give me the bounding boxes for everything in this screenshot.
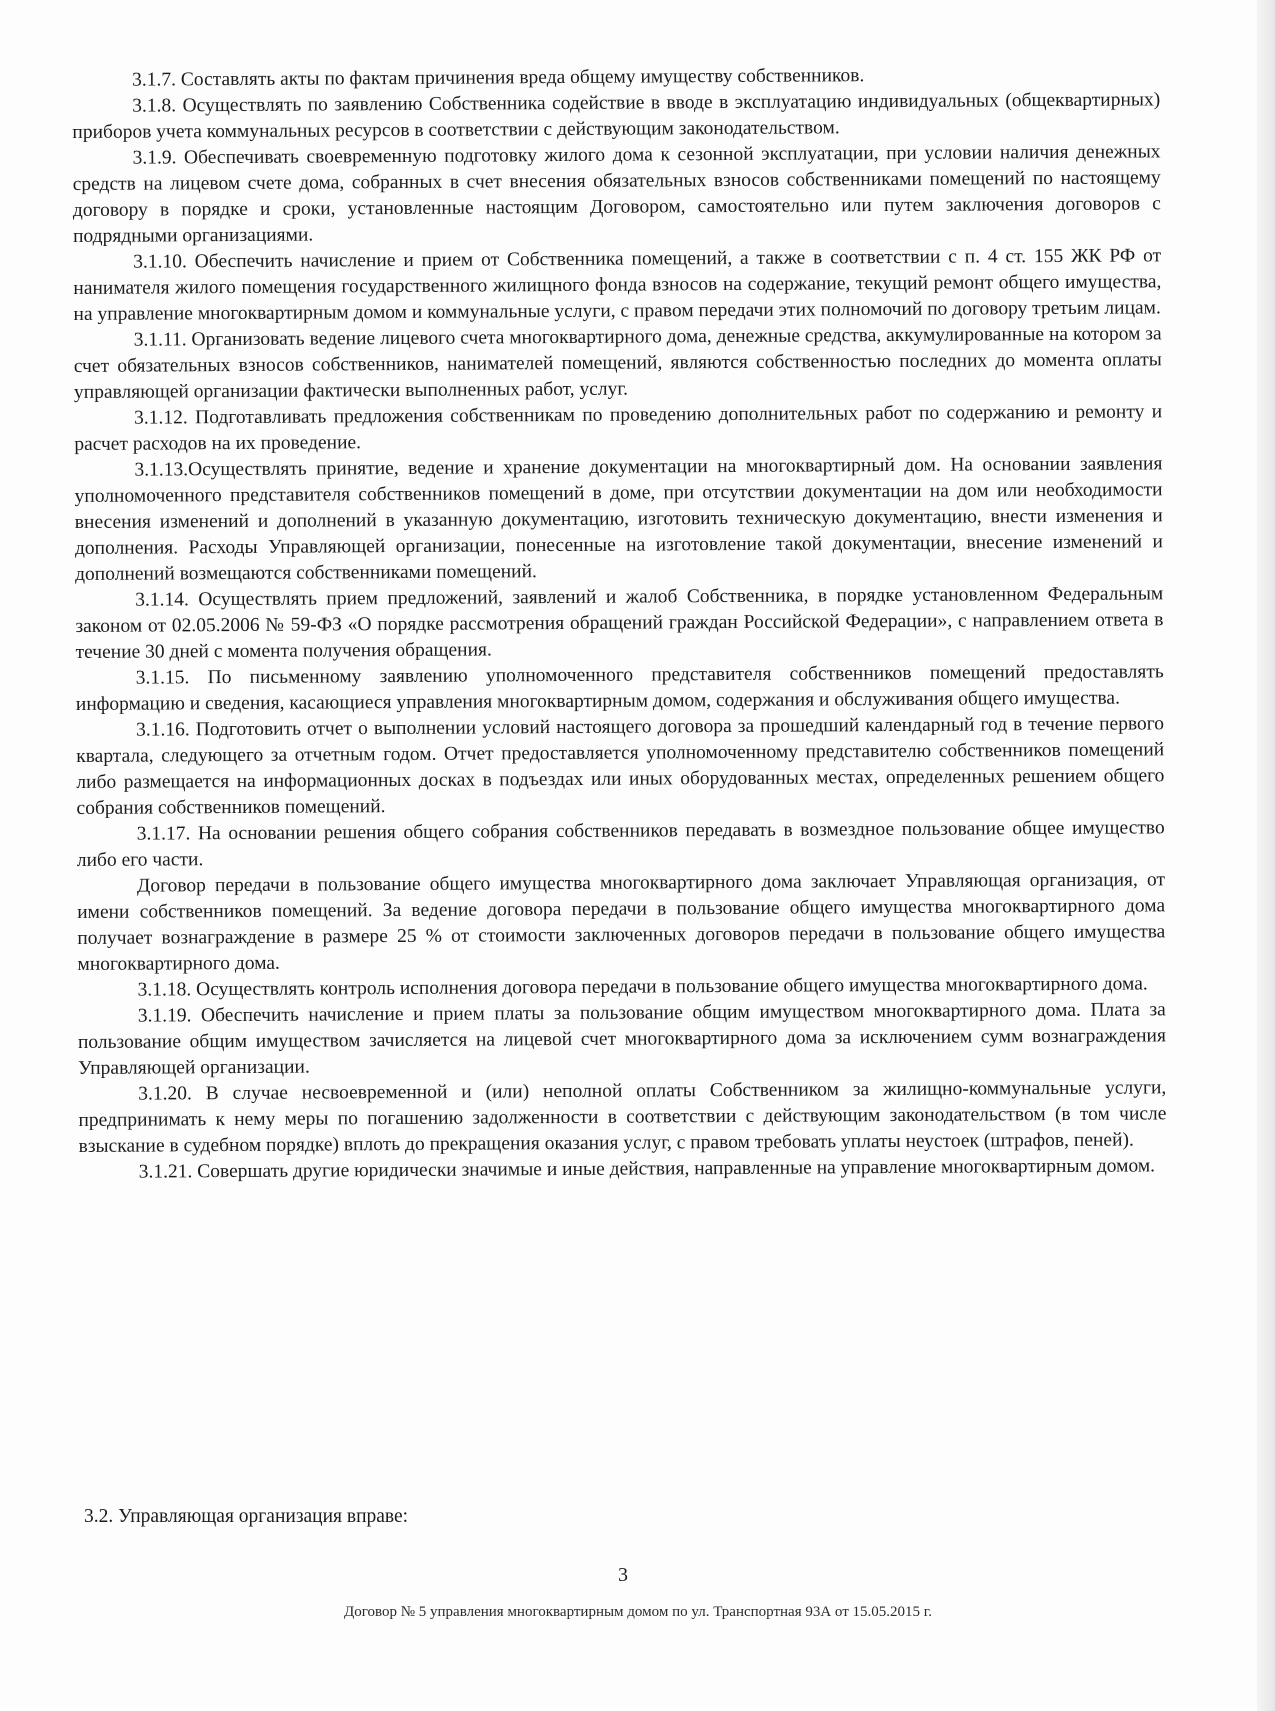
paragraph-3-1-14: 3.1.14. Осуществлять прием предложений, заявлений и жалоб Собственника, в порядке установленном Федеральным законом от 02.05.2006 № 59-ФЗ «О порядке рассмотрения обращений граждан Российской Федерации», с направлением ответа в течение 30 дней с момента получения обращения.	[75, 583, 1164, 663]
paragraph-3-1-21: 3.1.21. Совершать другие юридически значимые и иные действия, направленные на управление многоквартирным домом.	[138, 1155, 1156, 1183]
paragraph-3-1-13: 3.1.13.Осуществлять принятие, ведение и хранение документации на многоквартирный дом. На основании заявления уполномоченного представителя собственников помещений в доме, при отсутствии документации на дом или необходимости внесения изменений и дополнений в указанную документацию, изготовить техническую документацию, внести изменения и дополнения. Расходы Управляющей организации, понесенные на изготовление такой документации, внесение изменений и дополнений возмещаются собственниками помещений.	[74, 453, 1163, 585]
paragraph-3-1-9: 3.1.9. Обеспечивать своевременную подготовку жилого дома к сезонной эксплуатации, при условии наличия денежных средств на лицевом счете дома, собранных в счет внесения обязательных взносов собственниками помещений по настоящему договору в порядке и сроки, установленные настоящим Договором, самостоятельно или путем заключения договоров с подрядными организациями.	[72, 141, 1161, 247]
paragraph-3-1-17: 3.1.17. На основании решения общего собрания собственников передавать в возмездное пользование общее имущество либо его части.	[76, 817, 1165, 871]
paragraph-3-1-19: 3.1.19. Обеспечить начисление и прием платы за пользование общим имуществом многоквартирного дома. Плата за пользование общим имуществом зачисляется на лицевой счет многоквартирного дома за исключением сумм вознаграждения Управляющей организации.	[77, 999, 1166, 1079]
paragraph-3-1-16: 3.1.16. Подготовить отчет о выполнении условий настоящего договора за прошедший календарный год в течение первого квартала, следующего за отчетным годом. Отчет предоставляется уполномоченному представителю собственников помещений либо размещается на информационных досках в подъездах или иных оборудованных местах, определенных решением общего собрания собственников помещений.	[76, 713, 1165, 819]
paragraph-3-1-8: 3.1.8. Осуществлять по заявлению Собственника содействие в вводе в эксплуатацию индивидуальных (общеквартирных) приборов учета коммунальных ресурсов в соответствии с действующим законодательством.	[72, 89, 1161, 143]
paragraph-3-1-12: 3.1.12. Подготавливать предложения собственникам по проведению дополнительных работ по содержанию и ремонту и расчет расходов на их проведение.	[74, 401, 1163, 455]
paragraph-3-1-10: 3.1.10. Обеспечить начисление и прием от Собственника помещений, а также в соответствии с п. 4 ст. 155 ЖК РФ от нанимателя жилого помещения государственного жилищного фонда взносов на содержание, текущий ремонт общего имущества, на управление многоквартирным домом и коммунальные услуги, с правом передачи этих полномочий по договору третьим лицам.	[73, 245, 1162, 325]
paragraph-3-1-11: 3.1.11. Организовать ведение лицевого счета многоквартирного дома, денежные средства, аккумулированные на котором за счет обязательных взносов собственников, нанимателей помещений, являются собственностью последних до момента оплаты управляющей организации фактически выполненных работ, услуг.	[73, 323, 1162, 403]
section-heading-3-2: 3.2. Управляющая организация вправе:	[84, 1506, 409, 1527]
paragraph-3-1-20: 3.1.20. В случае несвоевременной и (или) неполной оплаты Собственником за жилищно-коммунальные услуги, предпринимать к нему меры по погашению задолженности в соответствии с действующим законодательством (в том числе взыскание в судебном порядке) вплоть до прекращения оказания услуг, с правом требовать уплаты неустоек (штрафов, пеней).	[78, 1077, 1167, 1157]
page-number: 3	[618, 1564, 628, 1586]
document-body	[72, 61, 1167, 1186]
page-footer: Договор № 5 управления многоквартирным домом по ул. Транспортная 93А от 15.05.2015 г.	[343, 1604, 933, 1620]
paragraph-3-1-18: 3.1.18. Осуществлять контроль исполнения договора передачи в пользование общего имущества многоквартирного дома.	[137, 973, 1148, 1001]
paragraph-property-transfer-contract: Договор передачи в пользование общего имущества многоквартирного дома заключает Управляющая организация, от имени собственников помещений. За ведение договора передачи в пользование общего имущества многоквартирного дома получает вознаграждение в размере 25 % от стоимости заключенных договоров передачи в пользование общего имущества многоквартирного дома.	[77, 869, 1166, 975]
paragraph-3-1-15: 3.1.15. По письменному заявлению уполномоченного представителя собственников помещений предоставлять информацию и сведения, касающиеся управления многоквартирным домом, содержания и обслуживания общего имущества.	[75, 661, 1164, 715]
paragraph-3-1-7: 3.1.7. Составлять акты по фактам причинения вреда общему имуществу собственников.	[132, 65, 865, 91]
scan-edge	[1257, 0, 1275, 1711]
